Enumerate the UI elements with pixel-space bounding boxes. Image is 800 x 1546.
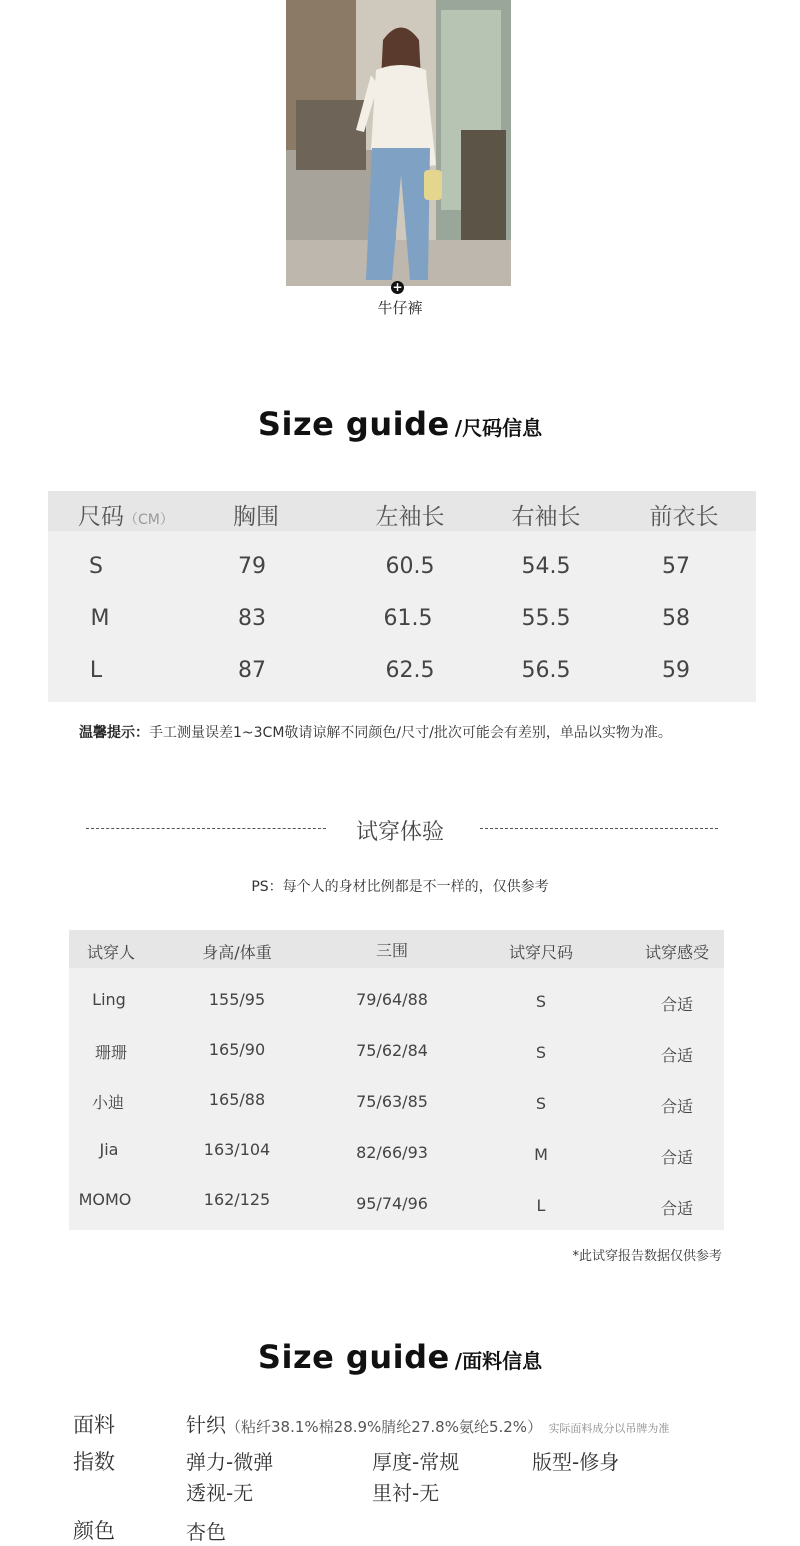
header-left-sleeve: 左袖长 (375, 504, 445, 530)
bust-cell: 79 (238, 554, 266, 579)
plus-icon[interactable]: + (392, 280, 403, 294)
tip-label: 温馨提示： (79, 725, 149, 741)
material-label: 面料 (73, 1413, 115, 1437)
height-weight-cell: 162/125 (203, 1190, 271, 1209)
elasticity-value: 弹力-微弹 (186, 1450, 274, 1474)
tried-size-cell: M (534, 1145, 548, 1164)
height-weight-cell: 165/88 (208, 1090, 266, 1109)
color-value: 杏色 (186, 1520, 226, 1544)
fit-feeling-cell: 合适 (660, 995, 694, 1014)
size-cell: L (89, 658, 103, 683)
try-on-title: 试穿体验 (355, 820, 444, 845)
left-sleeve-cell: 60.5 (385, 554, 435, 579)
tried-size-cell: S (535, 992, 547, 1011)
measurements-cell: 79/64/88 (356, 990, 428, 1009)
bust-cell: 83 (238, 606, 266, 631)
try-on-table (69, 930, 724, 1230)
front-length-cell: 57 (662, 554, 690, 579)
measurements-cell: 75/63/85 (356, 1092, 428, 1111)
tester-cell: 小迪 (91, 1093, 125, 1112)
try-on-ps: PS：每个人的身材比例都是不一样的，仅供参考 (251, 879, 549, 895)
left-sleeve-cell: 61.5 (383, 606, 433, 631)
front-length-cell: 59 (662, 658, 690, 683)
see-through-value: 透视-无 (186, 1481, 254, 1505)
size-guide-heading (0, 405, 800, 443)
fit-feeling-cell: 合适 (660, 1046, 694, 1065)
header-bust: 胸围 (233, 504, 279, 530)
tried-size-cell: S (535, 1043, 547, 1062)
front-length-cell: 58 (662, 606, 690, 631)
header-height-weight: 身高/体重 (202, 943, 272, 962)
header-right-sleeve: 右袖长 (511, 504, 581, 530)
height-weight-cell: 165/90 (208, 1040, 266, 1059)
header-size (78, 498, 174, 531)
header-tester: 试穿人 (86, 943, 136, 962)
header-tried-size: 试穿尺码 (508, 943, 574, 962)
header-unit: （CM） (124, 512, 174, 528)
size-guide-title: Size guide (257, 405, 450, 443)
material-note: 实际面料成分以吊牌为准 (548, 1422, 670, 1435)
try-on-note: *此试穿报告数据仅供参考 (572, 1249, 722, 1264)
right-sleeve-cell: 56.5 (521, 658, 571, 683)
height-weight-cell: 163/104 (203, 1140, 271, 1159)
measurements-cell: 95/74/96 (356, 1194, 428, 1213)
tip-text: 手工测量误差1~3CM敬请谅解不同颜色/尺寸/批次可能会有差别，单品以实物为准。 (149, 725, 672, 741)
tried-size-cell: L (536, 1196, 546, 1215)
right-sleeve-cell: 54.5 (521, 554, 571, 579)
header-fit-feeling: 试穿感受 (644, 943, 710, 962)
header-size-label: 尺码 (78, 504, 124, 530)
measurements-cell: 75/62/84 (356, 1041, 428, 1060)
tester-cell: 珊珊 (94, 1043, 128, 1062)
lining-value: 里衬-无 (372, 1481, 440, 1505)
measurements-cell: 82/66/93 (356, 1143, 428, 1162)
tester-cell: MOMO (78, 1190, 132, 1209)
tried-size-cell: S (535, 1094, 547, 1113)
right-sleeve-cell: 55.5 (521, 606, 571, 631)
material-main: 针织 (186, 1413, 226, 1437)
size-cell: M (90, 606, 110, 631)
product-caption: 牛仔裤 (377, 299, 423, 317)
fabric-guide-subtitle: /面料信息 (454, 1349, 543, 1373)
fit-feeling-cell: 合适 (660, 1199, 694, 1218)
size-cell: S (89, 554, 103, 579)
tester-cell: Jia (99, 1140, 119, 1159)
color-label: 颜色 (73, 1519, 115, 1543)
size-table (48, 491, 756, 702)
fit-feeling-cell: 合适 (660, 1097, 694, 1116)
left-sleeve-cell: 62.5 (385, 658, 435, 683)
fit-feeling-cell: 合适 (660, 1148, 694, 1167)
size-guide-subtitle: /尺码信息 (454, 416, 543, 440)
fabric-guide-title: Size guide (257, 1338, 450, 1376)
try-on-table-header (69, 930, 724, 968)
thickness-value: 厚度-常规 (372, 1450, 460, 1474)
height-weight-cell: 155/95 (208, 990, 266, 1009)
divider-right (480, 828, 718, 829)
material-value (186, 1409, 669, 1438)
size-table-header (48, 491, 756, 531)
fabric-guide-heading (0, 1338, 800, 1376)
index-label: 指数 (73, 1450, 115, 1474)
fit-value: 版型-修身 (532, 1450, 620, 1474)
header-front-length: 前衣长 (649, 504, 719, 530)
header-measurements: 三围 (375, 941, 409, 960)
material-detail: （粘纤38.1%棉28.9%腈纶27.8%氨纶5.2%） (226, 1418, 543, 1436)
tester-cell: Ling (92, 990, 126, 1009)
measurement-tip (79, 722, 672, 742)
bust-cell: 87 (238, 658, 266, 683)
product-photo (286, 0, 511, 286)
